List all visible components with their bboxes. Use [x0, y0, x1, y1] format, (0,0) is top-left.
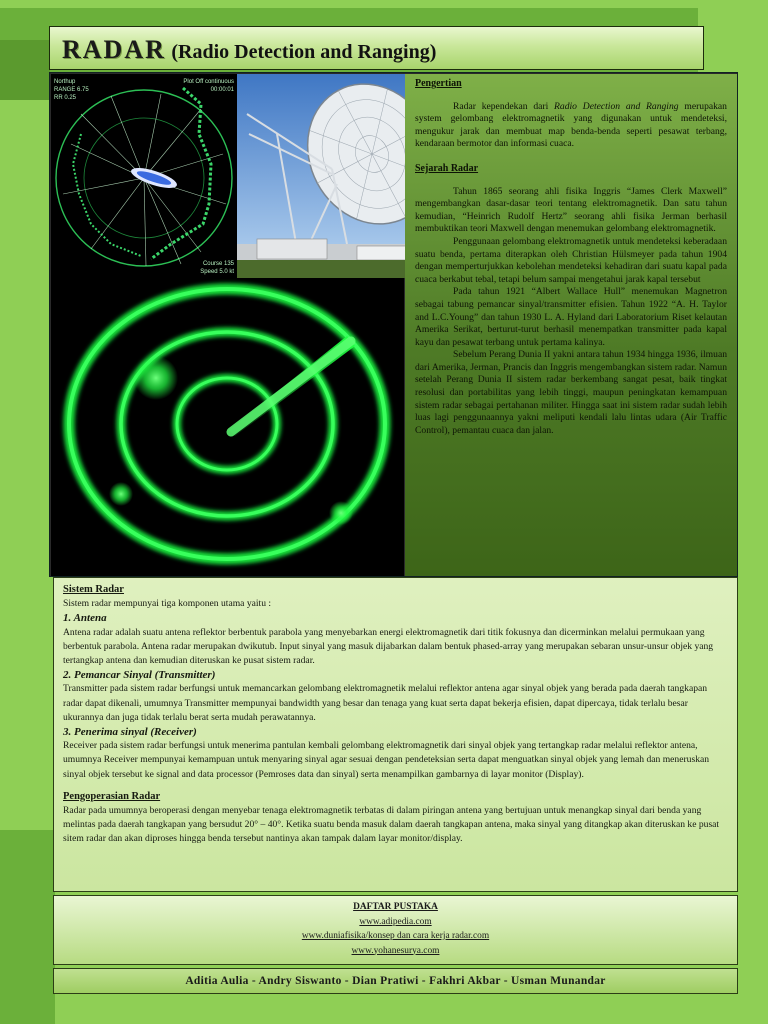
page-title	[62, 35, 436, 65]
radar-sweep-image	[51, 74, 237, 278]
sejarah-paragraph-4: Sebelum Perang Dunia II yakni antara tahun 1934 hingga 1936, ilmuan dari Amerika, Jerman, Prancis dan Inggris mengembangkan sistem radar. Namun setelah Perang Dunia II sistem radar berkembang sangat pesat, baik tingkat resolusi dan portabilitas yang lebih tinggi, maupun peningkatan kemampuan sistem radar sebagai pertahanan militer. Hingga saat ini sistem radar sudah lebih luas lagi penggunaannya yakni meliputi kendali lalu lintas udara (Air Traffic Control), pemantau cuaca dan jalan.	[415, 349, 727, 436]
sejarah-heading: Sejarah Radar	[415, 162, 479, 174]
reference-link-2[interactable]: www.duniafisika/konsep dan cara kerja radar.com	[301, 931, 490, 941]
pengoperasian-text: Radar pada umumnya beroperasi dengan menyebar tenaga elektromagnetik terbatas di dalam piringan antena yang bertujuan untuk menangkap sinyal dari benda yang melintas pada daerah tangkapan yang bersudut 20° – 40°. Ketika suatu benda masuk dalam daerah tangkapan antena, maka sinyal yang ditangkap akan diteruskan ke pusat sitem radar dan akan diproses hingga benda tersebut nantinya akan tampak dalam layar monitor/display.	[63, 805, 720, 845]
pengertian-rest: merupakan system gelombang elektromagnetik yang digunakan untuk mendeteksi, mengukur jarak dan membuat map benda-benda seperti pesawat terbang, kendaraan bermotor dan informasi cuaca.	[415, 100, 727, 150]
upper-content-box	[49, 72, 738, 577]
sejarah-paragraph-2: Penggunaan gelombang elektromagnetik untuk mendeteksi keberadaan suatu benda, pertama diterapkan oleh Christian Hülsmeyer pada tahun 1904 dengan memperturjukkan kebolehan mendeteksi kehadiran dari suatu kapal pada cuaca berkabut tebal, tetapi belum sampai mengetahui jarak kapal tersebut	[415, 235, 727, 285]
sejarah-paragraph-1: Tahun 1865 seorang ahli fisika Inggris “James Clerk Maxwell” mengembangkan dasar-dasar teori tentang elektromagnetik. Dan satu tahun kemudian, “Heinrich Rudolf Hertz” seorang ahli fisika Jerman berhasil membuktikan teori Maxwell dengan menemukan gelombang elektromagnetik.	[415, 185, 727, 235]
references-box	[53, 895, 738, 965]
component-antena-text: Antena radar adalah suatu antena reflektor berbentuk parabola yang menyebarkan energi elektromagnetik dari titik fokusnya dan dicerminkan melalui permukaan yang berbentuk parabola. Antena radar merupakan dwikutub. Input sinyal yang masuk dijabarkan dalam bentuk phased-array yang merupakan sebaran unsur-unsur objek yang tertangkap antena dan kemudian diteruskan ke pusat sistem radar.	[63, 626, 714, 667]
radar-sweep-graphic	[51, 74, 237, 278]
title-subtitle: (Radio Detection and Ranging)	[171, 41, 437, 63]
title-banner	[49, 26, 704, 70]
sistem-intro: Sistem radar mempunyai tiga komponen utama yaitu :	[63, 598, 272, 610]
sweep-label-range: RANGE 6.75	[54, 87, 89, 93]
sejarah-paragraph-3: Pada tahun 1921 “Albert Wallace Hull” menemukan Magnetron sebagai tabung pemancar sinyal/transmitter efisien. Tahun 1922 “A. H. Taylor and L.C.Young” dan tahun 1930 L. A. Hyland dari Laboratorium Riset kelautan Amerika Serikat, berturut-turut berhasil menempatkan transmitter pada kapal kayu dan pesawat terbang untuk pertama kalinya.	[415, 286, 727, 348]
pengertian-intro: Radar kependekan dari	[453, 100, 555, 112]
pengertian-text	[415, 101, 727, 151]
reference-link-3[interactable]: www.yohanesurya.com	[351, 945, 440, 956]
sweep-label-time: 00:00:01	[210, 87, 234, 93]
sistem-heading: Sistem Radar	[63, 584, 124, 595]
sweep-label-north: Northup	[54, 79, 76, 85]
sweep-label-rr: RR 0.25	[54, 95, 77, 101]
component-receiver-title: 3. Penerima sinyal (Receiver)	[63, 726, 197, 739]
sweep-label-course: Course 135	[202, 261, 234, 267]
component-transmitter-text: Transmitter pada sistem radar berfungsi untuk memancarkan gelombang elektromagnetik melalui reflektor antena agar sinyal objek yang berada pada daerah tangkapan radar dapat dikenali, umumnya Transmitter mempunyai bandwidth yang besar dan tenaga yang kuat serta dapat bekerja efisien, dapat dipercaya, tidak terlalu besar ukurannya dan juga tidak terlalu berat serta mudah perawatannya.	[63, 683, 708, 723]
authors-footer: Aditia Aulia - Andry Siswanto - Dian Pratiwi - Fakhri Akbar - Usman Munandar	[53, 968, 738, 994]
component-transmitter-title: 2. Pemancar Sinyal (Transmitter)	[63, 669, 216, 682]
pengertian-acronym: Radio Detection and Ranging	[554, 100, 679, 112]
reference-link-1[interactable]: www.adipedia.com	[359, 916, 432, 927]
background-band-bottom	[0, 830, 55, 1024]
sistem-radar-section	[53, 577, 738, 892]
component-receiver-text: Receiver pada sistem radar berfungsi untuk menerima pantulan kembali gelombang elektromagnetik dari sinyal objek yang tertangkap radar melalui reflektor antena, umumnya Receiver mempunyai kemampuan untuk menyaring sinyal agar sesuai dengan pendeteksian serta dapat menguatkan sinyal objek yang lemah dan meneruskan sinyal objek tersebut ke signal and data processor (Pemroses data dan sinyal) serta menampilkan gambarnya di layar monitor (Display).	[63, 740, 710, 780]
component-antena-title: 1. Antena	[63, 612, 107, 625]
pengertian-heading: Pengertian	[415, 78, 462, 89]
background-band-left	[0, 40, 50, 100]
title-main: RADAR	[62, 35, 166, 64]
pengoperasian-heading: Pengoperasian Radar	[63, 790, 161, 802]
radar-scope-image	[51, 278, 404, 576]
sweep-label-plot: Plot Off continuous	[183, 79, 234, 85]
sweep-label-speed: Speed 5.0 kt	[200, 269, 234, 275]
references-heading: DAFTAR PUSTAKA	[353, 902, 438, 912]
radar-scope-graphic	[51, 278, 404, 576]
history-text-panel	[405, 74, 737, 576]
